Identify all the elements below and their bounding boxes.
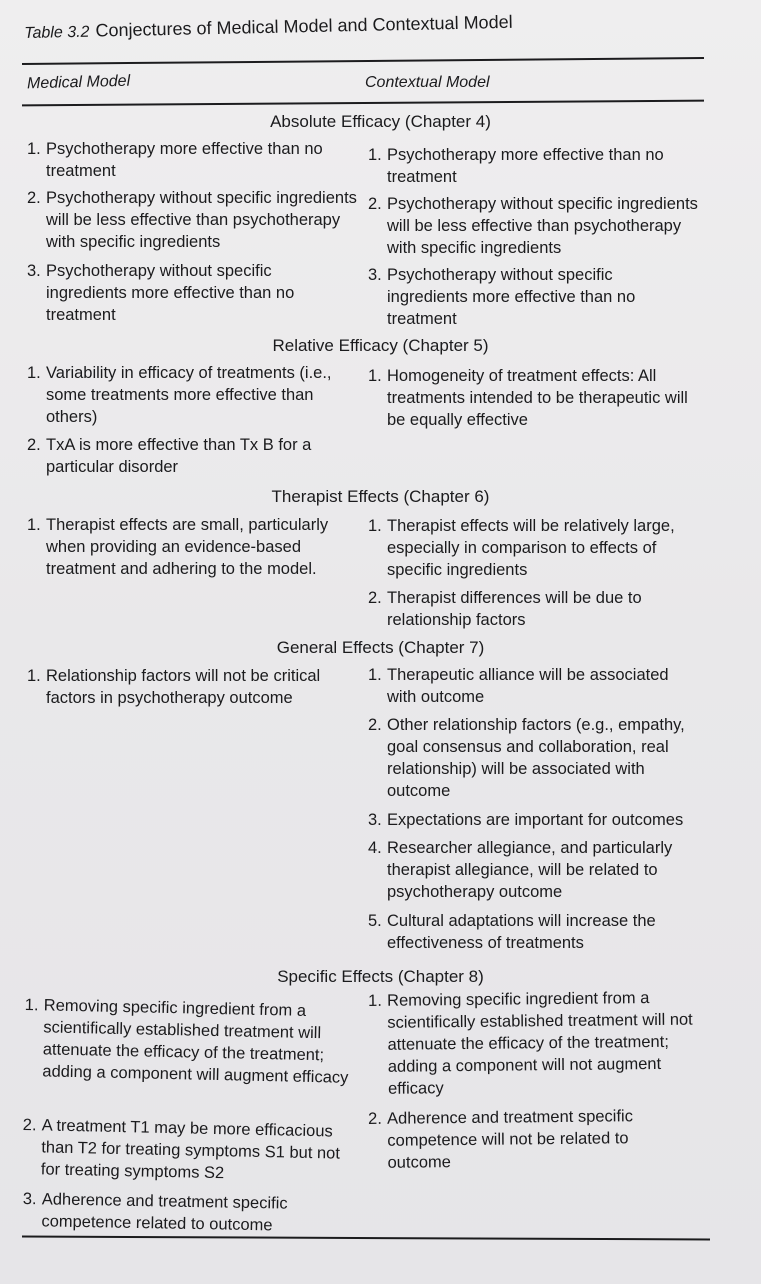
medical-item: 3. Adherence and treatment specific competence related to outcome xyxy=(22,1189,288,1235)
contextual-model-header: Contextual Model xyxy=(365,74,490,91)
section-title-therapist-effects: Therapist Effects (Chapter 6) xyxy=(271,487,490,506)
contextual-item: 2. Therapist differences will be due to relationship factors xyxy=(368,589,642,629)
contextual-item: 1. Therapeutic alliance will be associated with outcome xyxy=(368,666,669,706)
contextual-item: 2. Other relationship factors (e.g., empathy, goal consensus and collaboration, real relationship) will be associated with outcome xyxy=(368,716,685,800)
medical-model-header: Medical Model xyxy=(26,72,131,93)
medical-item: 3. Psychotherapy without specific ingredients more effective than no treatment xyxy=(27,262,295,324)
table-title: Conjectures of Medical Model and Contextual Model xyxy=(95,11,513,41)
contextual-item: 4. Researcher allegiance, and particularly therapist allegiance, will be related to psychotherapy outcome xyxy=(368,839,673,901)
header-rule xyxy=(22,100,704,107)
medical-item: 2. A treatment T1 may be more efficacious than T2 for treating symptoms S1 but not for treating symptoms S2 xyxy=(22,1115,341,1183)
top-rule xyxy=(22,57,704,65)
table-label: Table 3.2 xyxy=(24,23,90,42)
contextual-item: 1. Therapist effects will be relatively large, especially in comparison to effects of specific ingredients xyxy=(368,517,675,579)
section-title-general-effects: General Effects (Chapter 7) xyxy=(276,638,485,657)
medical-item: 2. TxA is more effective than Tx B for a particular disorder xyxy=(27,436,312,476)
section-title-relative-efficacy: Relative Efficacy (Chapter 5) xyxy=(272,336,489,355)
contextual-item: 3. Expectations are important for outcomes xyxy=(368,811,684,829)
section-title-specific-effects: Specific Effects (Chapter 8) xyxy=(277,967,484,986)
table-caption xyxy=(24,12,513,43)
contextual-item: 5. Cultural adaptations will increase the effectiveness of treatments xyxy=(368,912,656,952)
medical-item: 1. Removing specific ingredient from a scientifically established treatment will attenuate the efficacy of the treatment; adding a component will augment efficacy xyxy=(24,995,349,1087)
contextual-item: 1. Psychotherapy more effective than no treatment xyxy=(368,146,664,186)
medical-item: 1. Relationship factors will not be critical factors in psychotherapy outcome xyxy=(27,667,321,707)
medical-item: 1. Therapist effects are small, particularly when providing an evidence-based treatment and adhering to the model. xyxy=(27,516,329,578)
bottom-rule xyxy=(22,1235,710,1240)
medical-item: 1. Variability in efficacy of treatments (i.e., some treatments more effective than others) xyxy=(27,364,332,426)
contextual-item: 1. Removing specific ingredient from a scientifically established treatment will not attenuate the efficacy of the treatment; adding a component will not augment efficacy xyxy=(368,989,693,1098)
section-title-absolute-efficacy: Absolute Efficacy (Chapter 4) xyxy=(270,112,491,131)
contextual-item: 1. Homogeneity of treatment effects: All treatments intended to be therapeutic will be equally effective xyxy=(368,367,688,429)
medical-item: 2. Psychotherapy without specific ingredients will be less effective than psychotherapy with specific ingredients xyxy=(27,189,357,251)
contextual-item: 2. Psychotherapy without specific ingredients will be less effective than psychotherapy with specific ingredients xyxy=(368,195,698,257)
contextual-item: 3. Psychotherapy without specific ingredients more effective than no treatment xyxy=(368,266,636,328)
contextual-item: 2. Adherence and treatment specific competence will not be related to outcome xyxy=(368,1107,634,1172)
medical-item: 1. Psychotherapy more effective than no treatment xyxy=(27,140,323,180)
